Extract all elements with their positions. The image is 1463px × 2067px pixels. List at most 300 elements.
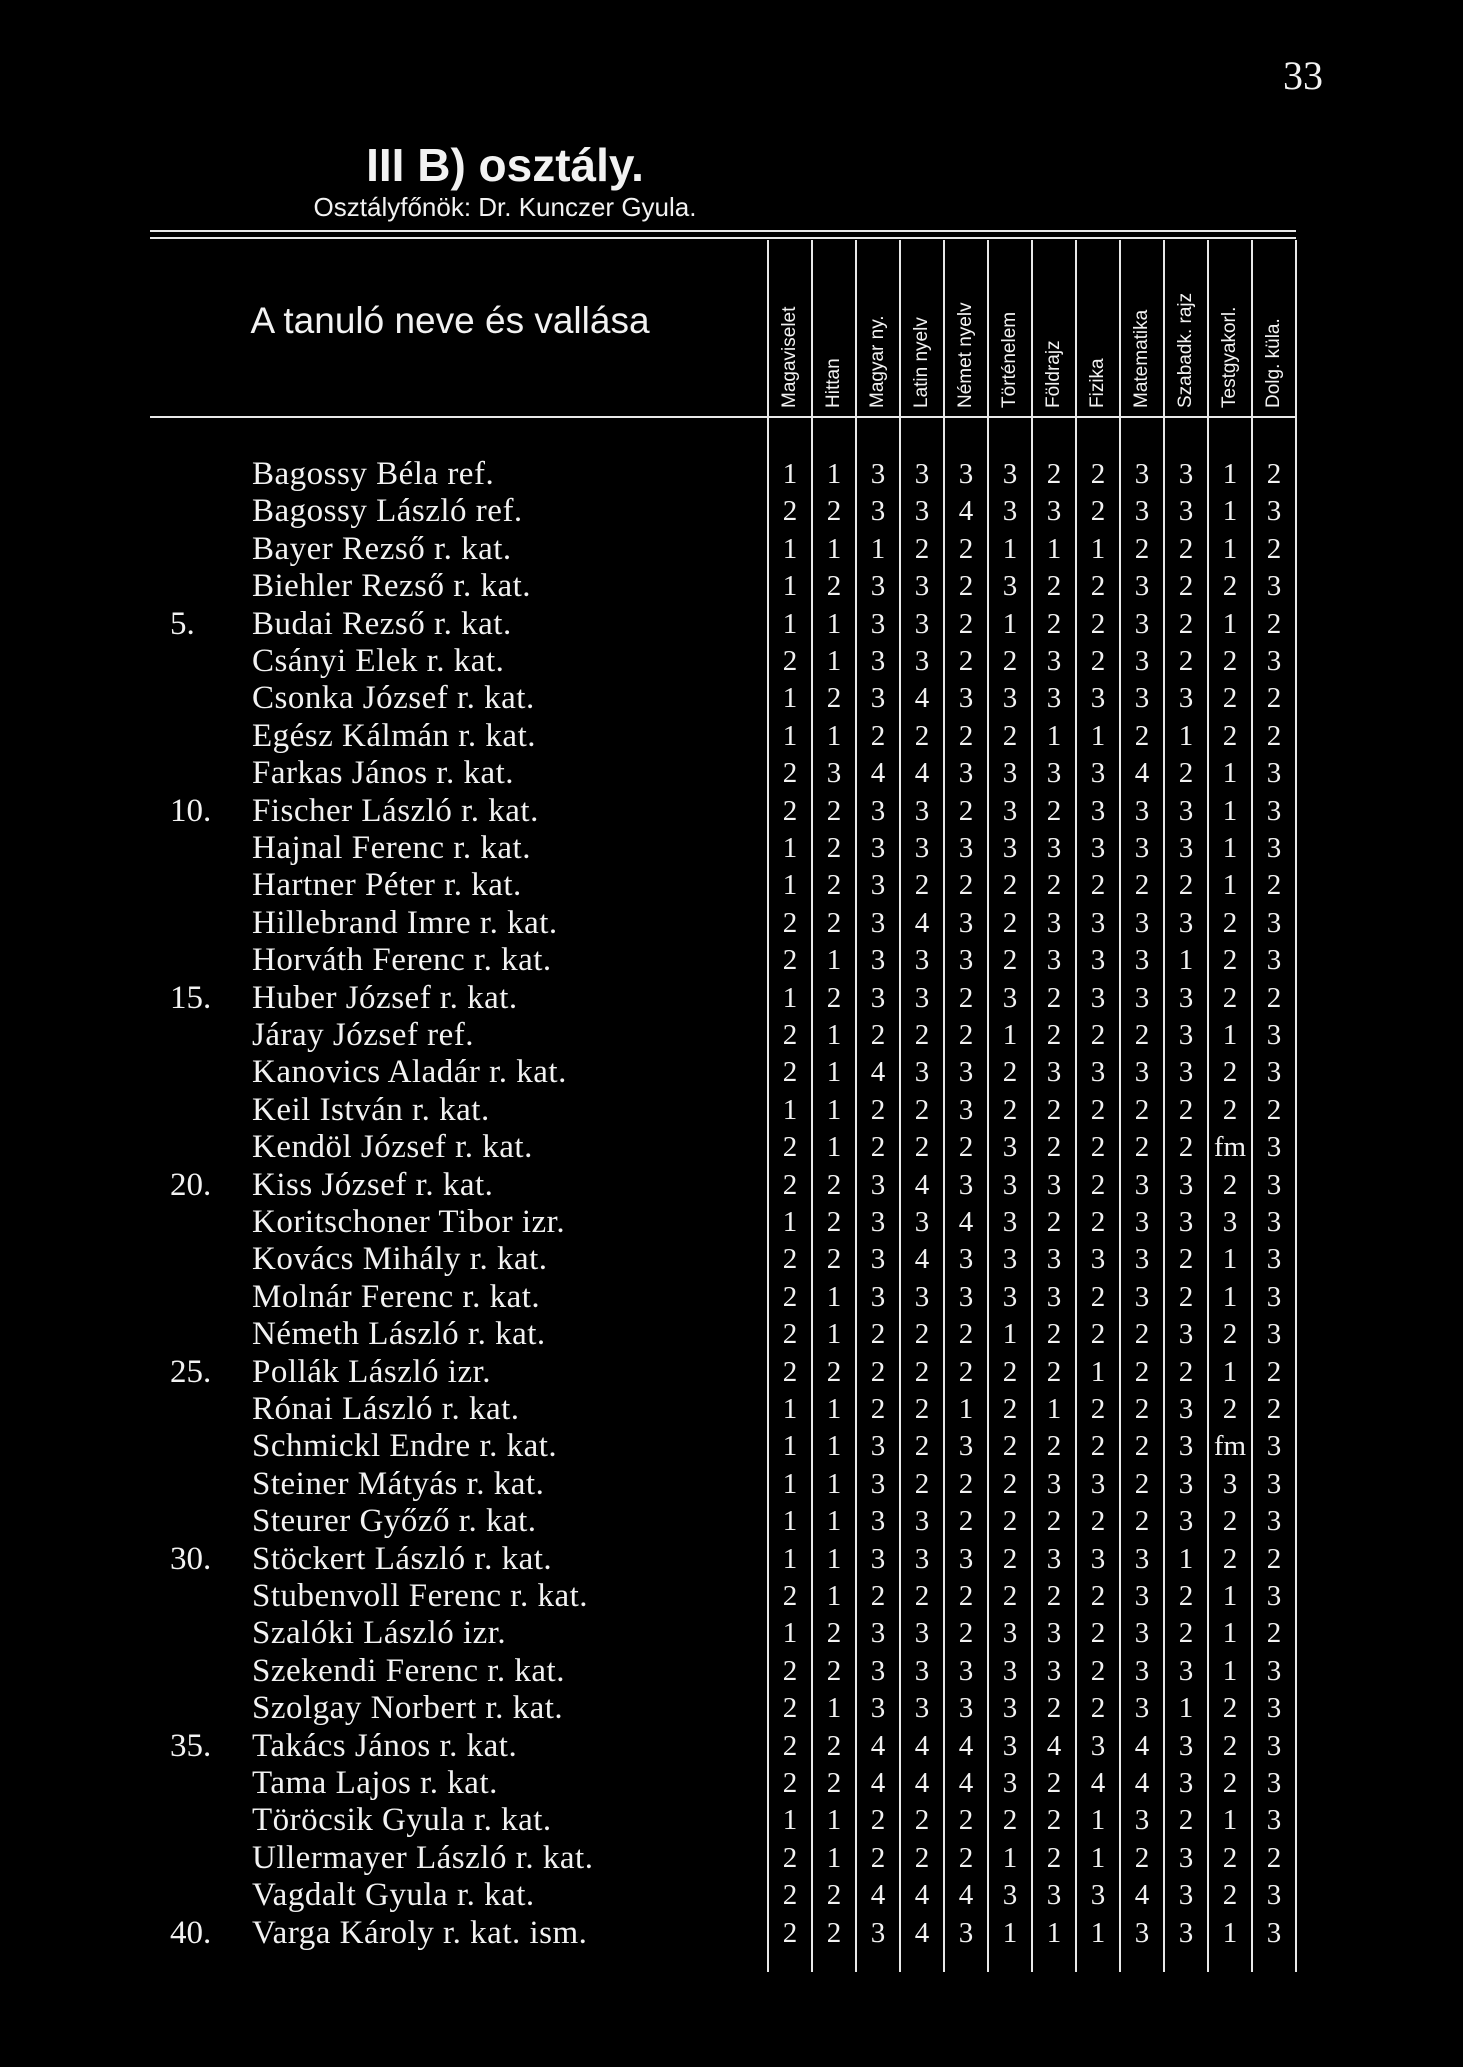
grade-cell: 2 [1178, 1580, 1194, 1612]
grade-cell: 2 [1090, 1580, 1106, 1612]
grade-cell: 3 [1134, 1804, 1150, 1837]
grade-cell: 3 [1046, 1056, 1062, 1089]
grade-cell: 2 [1266, 1617, 1282, 1650]
student-name: Járay József ref. [252, 1017, 474, 1053]
grade-cell: 2 [1046, 1093, 1062, 1126]
grade-cell: 3 [1266, 645, 1282, 677]
grade-cell: 2 [958, 719, 974, 752]
grade-cell: 4 [1134, 1879, 1150, 1912]
grade-cell: 4 [1046, 1729, 1062, 1762]
grade-cell: 2 [1046, 458, 1062, 490]
grade-cell: 2 [826, 794, 842, 827]
grade-cell: 2 [1134, 1393, 1150, 1425]
grade-cell: 2 [1266, 532, 1282, 565]
grade-cell: 2 [1046, 1692, 1062, 1725]
grade-cell: 2 [1046, 981, 1062, 1014]
grade-cell: 2 [958, 1841, 974, 1874]
student-name: Biehler Rezső r. kat. [252, 568, 532, 605]
student-name: Koritschoner Tibor izr. [252, 1204, 566, 1240]
grade-cell: 3 [1002, 1243, 1018, 1276]
grade-cell: 2 [870, 1093, 886, 1126]
grade-cell: 3 [870, 832, 886, 864]
grade-cell: 2 [914, 1580, 930, 1612]
table-row [0, 1204, 1463, 1241]
grade-cell: 3 [1090, 832, 1106, 864]
grade-cell: 3 [958, 757, 974, 790]
grade-cell: 4 [1090, 1767, 1106, 1799]
grade-cell: 1 [826, 607, 842, 640]
grade-cell: 2 [1222, 645, 1238, 677]
grade-cell: 2 [1222, 1393, 1238, 1425]
table-row [0, 980, 1463, 1017]
grade-cell: 3 [870, 981, 886, 1014]
grade-cell: 3 [870, 1168, 886, 1201]
grade-cell: 3 [1046, 1654, 1062, 1687]
grade-cell: 1 [826, 1542, 842, 1575]
row-number: 20. [170, 1166, 212, 1203]
grade-cell: 2 [1222, 1692, 1238, 1725]
grade-cell: 2 [782, 1692, 798, 1725]
grade-cell: 2 [1266, 1542, 1282, 1575]
column-header-label: Latin nyelv [911, 317, 932, 408]
student-name: Tama Lajos r. kat. [252, 1765, 498, 1801]
student-name: Egész Kálmán r. kat. [252, 717, 536, 754]
grade-cell: 3 [958, 1093, 974, 1126]
grade-cell: 3 [958, 1168, 974, 1201]
grade-cell: 2 [1090, 1206, 1106, 1238]
grade-cell: 2 [870, 1580, 886, 1612]
table-row [0, 1129, 1463, 1166]
grade-cell: 3 [1090, 682, 1106, 715]
grade-cell: 3 [1002, 1617, 1018, 1650]
grade-cell: 1 [826, 1505, 842, 1538]
grade-cell: 3 [1134, 1206, 1150, 1238]
student-name: Budai Rezső r. kat. [252, 605, 512, 642]
grade-cell: 3 [1002, 757, 1018, 790]
grade-cell: 3 [1134, 1243, 1150, 1276]
grade-cell: 2 [958, 1505, 974, 1538]
grade-cell: 2 [1178, 607, 1194, 640]
grade-cell: 3 [1134, 1916, 1150, 1949]
page-title: III B) osztály. [366, 139, 644, 191]
grade-cell: 3 [1266, 1916, 1282, 1949]
grade-cell: 2 [958, 532, 974, 565]
grade-cell: 1 [1046, 719, 1062, 752]
grade-cell: 4 [958, 1729, 974, 1762]
grade-cell: 3 [914, 1280, 930, 1313]
column-header-label: Magyar ny. [867, 315, 888, 408]
grade-cell: 2 [1002, 906, 1018, 939]
grade-cell: 3 [1134, 570, 1150, 603]
grade-cell: 1 [1090, 1916, 1106, 1949]
grade-cell: 3 [1266, 1019, 1282, 1051]
grade-cell: 2 [782, 794, 798, 827]
grade-cell: 2 [1046, 794, 1062, 827]
grade-cell: 2 [826, 869, 842, 902]
grade-cell: 3 [870, 1505, 886, 1538]
student-name: Stöckert László r. kat. [252, 1540, 553, 1577]
grade-cell: 2 [1002, 1393, 1018, 1425]
grade-cell: 2 [1222, 981, 1238, 1014]
grade-cell: 2 [1046, 1430, 1062, 1463]
table-row [0, 942, 1463, 979]
grade-cell: 3 [958, 1056, 974, 1089]
grade-cell: 2 [1090, 570, 1106, 603]
grade-cell: 3 [958, 1542, 974, 1575]
grade-cell: 2 [914, 1841, 930, 1874]
grade-cell: 3 [1134, 607, 1150, 640]
grade-cell: 2 [1178, 1617, 1194, 1650]
grade-cell: 2 [1222, 1767, 1238, 1799]
grade-cell: 1 [1178, 1542, 1194, 1575]
column-header-label: Történelem [999, 311, 1020, 408]
grade-cell: 4 [914, 1916, 930, 1949]
table-row [0, 1915, 1463, 1952]
grade-cell: 2 [826, 981, 842, 1014]
grade-cell: 1 [1222, 458, 1238, 490]
grade-cell: 1 [826, 1131, 842, 1164]
table-row [0, 1241, 1463, 1278]
grade-cell: 2 [1178, 1280, 1194, 1313]
grade-cell: 3 [1090, 1542, 1106, 1575]
grade-cell: 2 [1266, 1393, 1282, 1425]
grade-cell: 1 [1002, 1916, 1018, 1949]
grade-cell: 2 [826, 1916, 842, 1949]
grade-cell: 3 [958, 682, 974, 715]
grade-cell: 2 [1222, 1729, 1238, 1762]
grade-cell: 4 [914, 1879, 930, 1912]
grade-cell: 3 [914, 944, 930, 977]
grade-cell: 2 [826, 682, 842, 715]
grade-cell: 2 [1222, 906, 1238, 939]
grade-cell: 2 [870, 1019, 886, 1051]
column-header-label: Földrajz [1043, 340, 1064, 408]
grade-cell: 2 [958, 1019, 974, 1051]
grade-cell: 3 [870, 458, 886, 490]
student-name: Horváth Ferenc r. kat. [252, 942, 552, 979]
grade-cell: 1 [1222, 1654, 1238, 1687]
grade-cell: 3 [1002, 1729, 1018, 1762]
grade-cell: 2 [1266, 981, 1282, 1014]
grade-cell: 3 [870, 1243, 886, 1276]
column-header [1164, 238, 1208, 408]
grade-cell: 2 [914, 1318, 930, 1351]
grade-cell: 3 [1178, 1206, 1194, 1238]
grade-cell: 3 [914, 1692, 930, 1725]
grade-cell: 3 [1134, 1580, 1150, 1612]
grade-cell: 2 [958, 570, 974, 603]
grade-cell: 3 [1090, 981, 1106, 1014]
page-number: 33 [1283, 53, 1323, 98]
table-row [0, 1541, 1463, 1578]
grade-cell: 3 [1266, 1654, 1282, 1687]
grade-cell: 3 [1134, 645, 1150, 677]
table-row [0, 867, 1463, 904]
grade-cell: 3 [1178, 458, 1194, 490]
grade-cell: 1 [870, 532, 886, 565]
grade-cell: 1 [826, 645, 842, 677]
grade-cell: 3 [1178, 1168, 1194, 1201]
grade-cell: 3 [1266, 906, 1282, 939]
grade-cell: 1 [782, 532, 798, 565]
grade-cell: 4 [958, 1206, 974, 1238]
grade-cell: 1 [782, 1804, 798, 1837]
grade-cell: 1 [782, 570, 798, 603]
grade-cell: 3 [914, 607, 930, 640]
grade-cell: 2 [1266, 1355, 1282, 1388]
top-rule [150, 230, 1296, 232]
grade-cell: 2 [1134, 1355, 1150, 1388]
table-row [0, 1054, 1463, 1091]
grade-cell: 3 [1266, 944, 1282, 977]
grade-cell: 3 [870, 906, 886, 939]
grade-cell: 3 [1090, 1879, 1106, 1912]
name-column-header: A tanuló neve és vallása [250, 300, 650, 341]
grade-cell: 3 [1178, 1430, 1194, 1463]
grade-cell: 2 [1002, 1804, 1018, 1837]
grade-cell: 1 [782, 1430, 798, 1463]
grade-cell: 1 [782, 458, 798, 490]
grade-cell: 3 [914, 1542, 930, 1575]
grade-cell: 3 [870, 682, 886, 715]
grade-cell: 2 [782, 1580, 798, 1612]
grade-cell: 2 [1134, 532, 1150, 565]
grade-cell: 3 [1002, 1206, 1018, 1238]
table-row [0, 1615, 1463, 1652]
column-header [1252, 238, 1296, 408]
grade-cell: 3 [1002, 458, 1018, 490]
grade-cell: 3 [1266, 1879, 1282, 1912]
grade-cell: 2 [1090, 607, 1106, 640]
grade-cell: 3 [870, 1467, 886, 1500]
student-name: Fischer László r. kat. [252, 792, 539, 829]
grade-cell: 3 [870, 1617, 886, 1650]
grade-cell: 2 [1090, 1393, 1106, 1425]
grade-cell: 4 [958, 1767, 974, 1799]
column-header [768, 238, 812, 408]
grade-cell: 2 [1134, 869, 1150, 902]
grade-cell: 1 [782, 682, 798, 715]
grade-cell: 3 [1002, 495, 1018, 528]
grade-cell: 3 [1178, 1505, 1194, 1538]
grade-cell: 2 [1134, 1841, 1150, 1874]
grade-cell: 2 [958, 645, 974, 677]
table-row [0, 1578, 1463, 1615]
grade-cell: 2 [1266, 1841, 1282, 1874]
table-row [0, 793, 1463, 830]
grade-cell: 2 [826, 1168, 842, 1201]
grade-cell: 2 [782, 1767, 798, 1799]
grade-cell: 2 [1002, 1580, 1018, 1612]
column-header-label: Fizika [1087, 358, 1108, 408]
grade-cell: 3 [1178, 981, 1194, 1014]
grade-cell: 1 [782, 1617, 798, 1650]
student-name: Kovács Mihály r. kat. [252, 1241, 548, 1278]
grade-cell: 1 [1090, 1355, 1106, 1388]
grade-cell: 2 [1046, 1505, 1062, 1538]
grade-cell: 2 [1222, 719, 1238, 752]
student-name: Vagdalt Gyula r. kat. [252, 1877, 535, 1914]
grade-cell: 3 [1178, 906, 1194, 939]
grade-cell: 1 [1222, 1243, 1238, 1276]
grade-cell: 3 [1046, 1168, 1062, 1201]
student-name: Kiss József r. kat. [252, 1166, 494, 1203]
grade-cell: 1 [782, 832, 798, 864]
grade-cell: 2 [1222, 1318, 1238, 1351]
column-header-label: Hittan [823, 358, 844, 408]
grade-cell: 3 [1178, 794, 1194, 827]
grade-cell: 4 [914, 757, 930, 790]
grade-cell: 1 [1222, 1355, 1238, 1388]
table-row [0, 830, 1463, 867]
grade-cell: 3 [1046, 1879, 1062, 1912]
table-row [0, 1877, 1463, 1914]
grade-cell: 3 [1134, 1168, 1150, 1201]
grade-cell: 3 [958, 1280, 974, 1313]
grade-cell: 2 [826, 1767, 842, 1799]
class-teacher: Osztályfőnök: Dr. Kunczer Gyula. [313, 192, 697, 222]
grade-cell: 3 [1178, 1916, 1194, 1949]
grade-cell: 3 [958, 944, 974, 977]
grade-cell: 1 [826, 1318, 842, 1351]
grade-cell: 3 [870, 869, 886, 902]
grade-cell: 1 [826, 1841, 842, 1874]
row-number: 30. [170, 1540, 212, 1577]
student-name: Németh László r. kat. [252, 1316, 546, 1353]
grade-cell: 2 [914, 1131, 930, 1164]
grade-cell: 3 [1134, 981, 1150, 1014]
grade-cell: 3 [1046, 1280, 1062, 1313]
grade-cell: 2 [1222, 1542, 1238, 1575]
table-row [0, 1279, 1463, 1316]
grade-cell: 3 [1046, 1542, 1062, 1575]
grade-cell: 3 [1046, 682, 1062, 715]
grade-cell: 2 [1090, 495, 1106, 528]
grade-cell: 2 [958, 1131, 974, 1164]
grade-cell: 2 [1090, 1430, 1106, 1463]
grade-cell: 1 [1222, 1804, 1238, 1837]
grade-cell: 1 [826, 1056, 842, 1089]
student-name: Takács János r. kat. [252, 1727, 518, 1764]
grade-cell: 2 [782, 1916, 798, 1949]
grade-cell: 3 [914, 1206, 930, 1238]
table-row [0, 905, 1463, 942]
grade-cell: 2 [826, 1879, 842, 1912]
grade-cell: 2 [782, 1019, 798, 1051]
grade-cell: 1 [826, 1430, 842, 1463]
column-header [856, 238, 900, 408]
student-name: Szolgay Norbert r. kat. [252, 1690, 564, 1727]
grade-cell: 2 [1090, 1093, 1106, 1126]
grade-cell: 3 [1134, 1654, 1150, 1687]
grade-cell: 2 [870, 1355, 886, 1388]
grade-cell: 2 [782, 757, 798, 790]
grade-cell: 2 [782, 1654, 798, 1687]
grade-cell: 1 [1178, 944, 1194, 977]
student-name: Bagossy László ref. [252, 493, 523, 530]
student-name: Farkas János r. kat. [252, 755, 515, 792]
grade-cell: 1 [1222, 495, 1238, 528]
table-row [0, 1840, 1463, 1877]
grade-cell: 2 [1002, 1355, 1018, 1388]
grade-cell: 2 [1090, 458, 1106, 490]
grade-cell: 1 [1090, 532, 1106, 565]
grade-cell: 2 [870, 719, 886, 752]
grade-cell: 3 [1266, 1168, 1282, 1201]
grade-cell: 3 [958, 906, 974, 939]
grade-cell: 3 [958, 832, 974, 864]
grade-cell: 3 [870, 607, 886, 640]
grade-cell: 2 [1266, 682, 1282, 715]
student-name: Szalóki László izr. [252, 1615, 507, 1652]
column-header [1032, 238, 1076, 408]
grade-cell: 1 [1222, 757, 1238, 790]
grade-cell: 3 [1266, 1430, 1282, 1463]
grade-cell: 2 [958, 794, 974, 827]
grade-cell: 3 [1046, 1617, 1062, 1650]
grade-cell: 2 [958, 869, 974, 902]
grade-cell: 2 [1002, 1505, 1018, 1538]
student-name: Kanovics Aladár r. kat. [252, 1054, 567, 1091]
column-header [1076, 238, 1120, 408]
grade-cell: 4 [914, 682, 930, 715]
grade-cell: 3 [1002, 1654, 1018, 1687]
grade-cell: 2 [1090, 645, 1106, 677]
grade-cell: 3 [870, 1542, 886, 1575]
row-number: 10. [170, 792, 212, 829]
grade-cell: 3 [1222, 1467, 1238, 1500]
table-row [0, 531, 1463, 568]
student-name: Huber József r. kat. [252, 979, 518, 1016]
grade-cell: 2 [1178, 1243, 1194, 1276]
grade-cell: 2 [1046, 607, 1062, 640]
grade-cell: 3 [1178, 1767, 1194, 1799]
grade-cell: 1 [1222, 1617, 1238, 1650]
grade-cell: 4 [1134, 1729, 1150, 1762]
grade-cell: 1 [1222, 832, 1238, 864]
grade-cell: 3 [958, 1654, 974, 1687]
student-name: Steiner Mátyás r. kat. [252, 1465, 545, 1502]
grade-cell: 3 [1178, 1393, 1194, 1425]
grade-cell: 2 [1002, 944, 1018, 977]
grade-cell: 2 [1178, 1355, 1194, 1388]
grade-cell: 2 [914, 1430, 930, 1463]
grade-cell: 2 [1178, 570, 1194, 603]
grade-cell: 2 [870, 1804, 886, 1837]
header-bottom-rule [150, 416, 1296, 418]
table-row [0, 493, 1463, 530]
grade-cell: 3 [1178, 1841, 1194, 1874]
grade-cell: 3 [1134, 495, 1150, 528]
grade-cell: 2 [914, 1355, 930, 1388]
grade-cell: 2 [782, 1841, 798, 1874]
grade-cell: 2 [782, 1879, 798, 1912]
table-row [0, 1728, 1463, 1765]
grade-cell: 3 [1046, 1467, 1062, 1500]
table-row [0, 1653, 1463, 1690]
grade-cell: 3 [870, 1654, 886, 1687]
grade-cell: 4 [958, 1879, 974, 1912]
grade-cell: 2 [1002, 1093, 1018, 1126]
grade-cell: 3 [870, 944, 886, 977]
grade-cell: 1 [782, 1393, 798, 1425]
grade-cell: 3 [1090, 794, 1106, 827]
grade-cell: 3 [1178, 1019, 1194, 1051]
row-number: 25. [170, 1353, 212, 1390]
column-header [812, 238, 856, 408]
grade-cell: 2 [958, 981, 974, 1014]
grade-cell: 3 [1266, 1056, 1282, 1089]
